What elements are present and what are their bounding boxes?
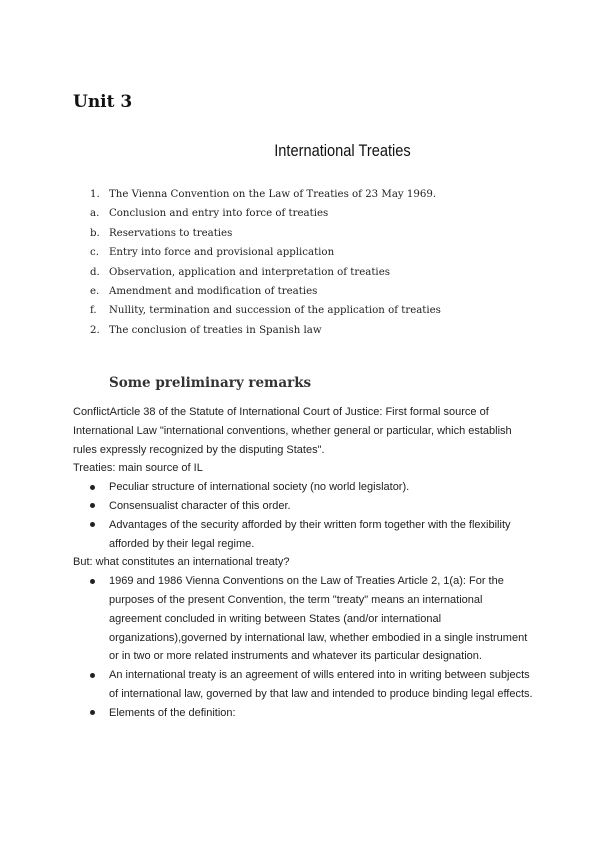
list-item (73, 666, 533, 704)
toc-text: Amendment and modification of treaties (109, 285, 318, 297)
toc-marker: 2. (90, 324, 100, 336)
treaties-label: Treaties: main source of IL (73, 462, 203, 475)
question-paragraph: But: what constitutes an international treaty? (73, 556, 290, 569)
list-item-text: Peculiar structure of international society (no world legislator). (109, 481, 410, 494)
bullet-icon (90, 485, 95, 490)
toc-text: Observation, application and interpretation of treaties (109, 266, 390, 278)
toc-item (90, 301, 520, 320)
toc-marker: c. (90, 247, 99, 259)
toc-text: Conclusion and entry into force of treaties (109, 208, 329, 220)
section-heading: Some preliminary remarks (109, 375, 312, 391)
list-item (73, 516, 533, 554)
list-item (73, 478, 533, 497)
bullet-icon (90, 503, 95, 508)
toc-marker: a. (90, 208, 100, 220)
toc-item (90, 243, 520, 262)
toc-marker: e. (90, 285, 100, 297)
toc-item (90, 224, 520, 243)
treaties-bullet-list (73, 478, 533, 553)
toc-text: Nullity, termination and succession of the application of treaties (109, 305, 441, 317)
list-item (73, 704, 533, 723)
toc-marker: 1. (90, 189, 100, 200)
bullet-icon (90, 673, 95, 678)
toc-item (90, 321, 520, 340)
toc-marker: b. (90, 227, 100, 239)
bullet-icon (90, 522, 95, 527)
list-item (73, 497, 533, 516)
list-item-text: Advantages of the security afforded by their written form together with the flexibility afforded by their legal regime. (109, 518, 511, 550)
intro-paragraph: ConflictArticle 38 of the Statute of International Court of Justice: First formal source of International Law "international conventions, whether general or particular, which establish rules expressly recognized by the disputing States". (73, 406, 512, 456)
list-item (73, 572, 533, 666)
section-body (73, 403, 533, 723)
toc-marker: d. (90, 266, 100, 278)
toc-item (90, 185, 520, 204)
toc-item (90, 263, 520, 282)
unit-title: Unit 3 (73, 92, 133, 112)
toc-text: Reservations to treaties (109, 227, 233, 239)
toc-item (90, 204, 520, 223)
document-title: International Treaties (274, 141, 411, 160)
toc-text: The Vienna Convention on the Law of Treaties of 23 May 1969. (109, 189, 437, 200)
list-item-text: Elements of the definition: (109, 706, 236, 719)
list-item-text: An international treaty is an agreement of wills entered into in writing between subjects of international law, governed by that law and intended to produce binding legal effects. (109, 669, 533, 700)
table-of-contents (90, 185, 520, 340)
toc-marker: f. (90, 305, 97, 317)
bullet-icon (90, 579, 95, 584)
toc-text: The conclusion of treaties in Spanish law (109, 324, 322, 336)
bullet-icon (90, 710, 95, 715)
toc-text: Entry into force and provisional application (109, 247, 335, 259)
list-item-text: Consensualist character of this order. (109, 499, 291, 512)
definition-bullet-list (73, 572, 533, 722)
list-item-text: 1969 and 1986 Vienna Conventions on the Law of Treaties Article 2, 1(a): For the purposes of the present Convention, the term "treaty" means an international agreement concluded in writing between States (and/or international organizations),governed by international law, whether embodied in a single instrument or in two or more related instruments and whatever its particular designation. (109, 575, 528, 663)
toc-item (90, 282, 520, 301)
